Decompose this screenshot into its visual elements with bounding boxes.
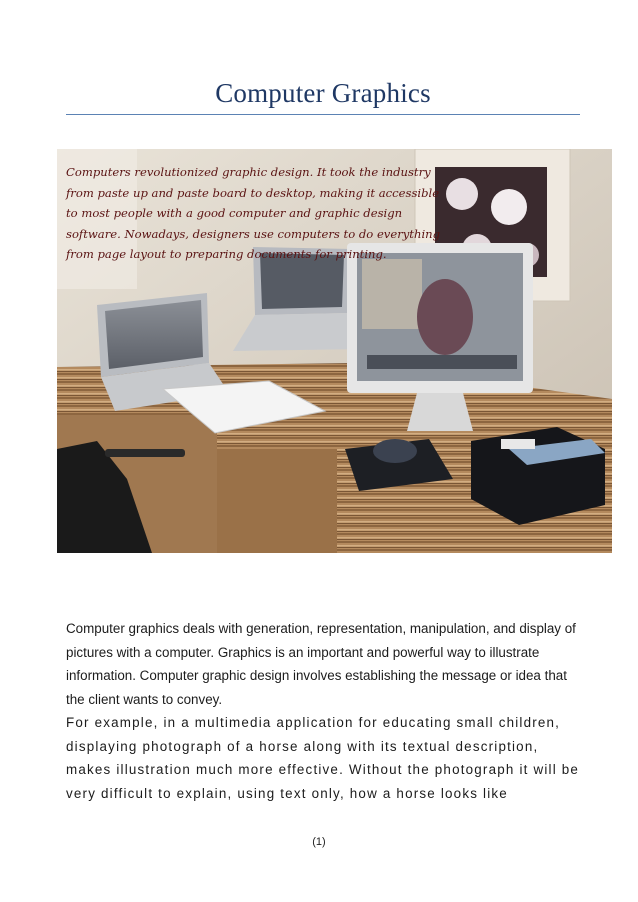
- photo-caption: Computers revolutionized graphic design. It took the industry from paste up and paste board to desktop, making it accessible to most people with a good computer and graphic design software. Nowadays, designers use computers to do everything from page layout to preparing documents for printing.: [66, 165, 441, 262]
- intro-paragraph: Computer graphics deals with generation, representation, manipulation, and display of pictures with a computer. Graphics is an important and powerful way to illustrate information. Computer graphic design involves establishing the message or idea that the client wants to convey.: [66, 621, 576, 707]
- example-paragraph: For example, in a multimedia application for educating small children, displaying photograph of a horse along with its textual description, makes illustration much more effective. Without the photograph it will be very difficult to explain, using text only, how a horse looks like: [66, 715, 580, 801]
- title-divider: [66, 114, 580, 115]
- desk-workstation-photo: [57, 149, 612, 553]
- page-title: Computer Graphics: [215, 78, 431, 108]
- page-number: (1): [312, 836, 326, 848]
